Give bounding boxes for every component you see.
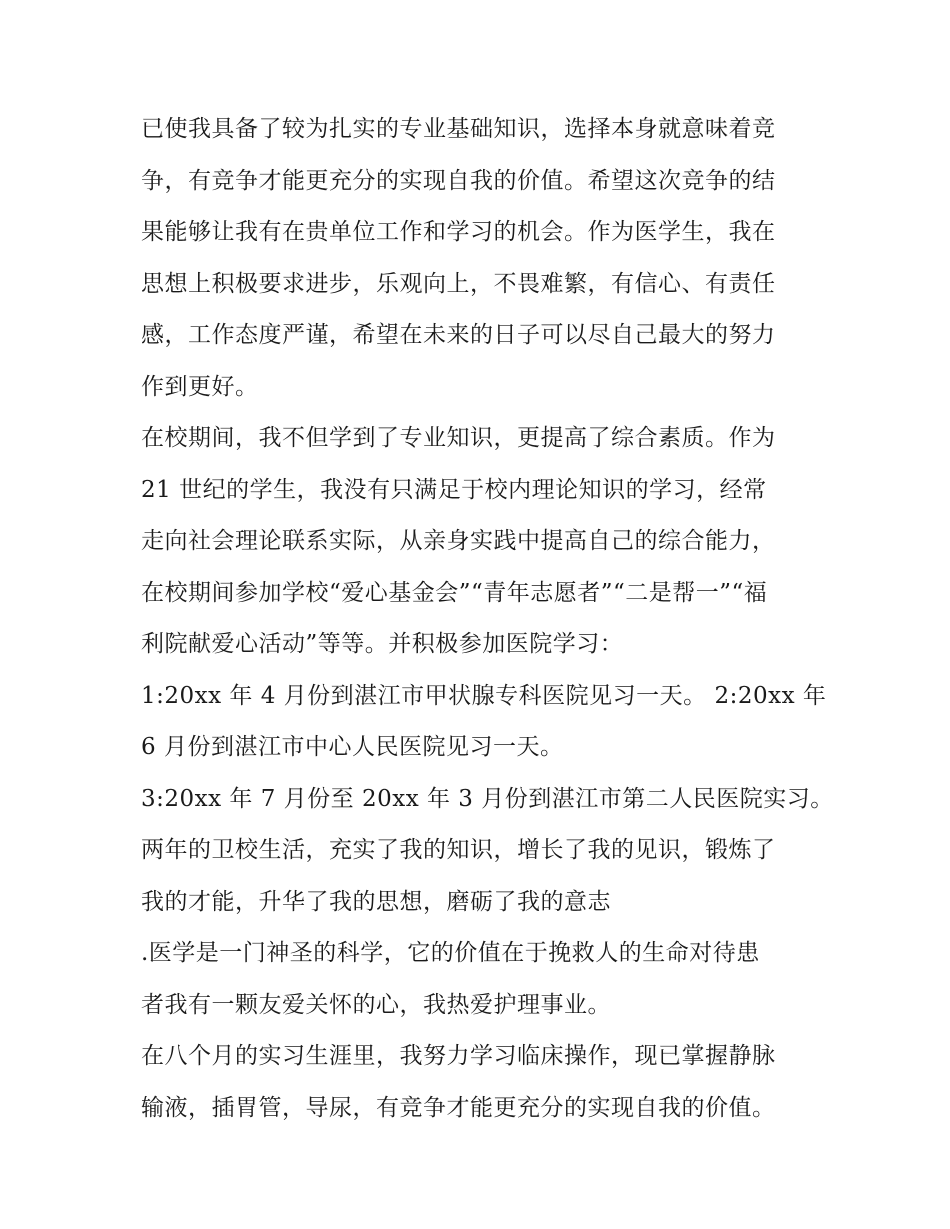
text-line: 输液，插胃管，导尿，有竞争才能更充分的实现自我的价值。 [141,1094,776,1121]
text-line: .医学是一门神圣的科学，它的价值在于挽救人的生命对待患 [141,940,760,966]
text-line: 在校期间参加学校“爱心基金会”“青年志愿者”“二是帮一”“福 [141,579,768,606]
text-line: 利院献爱心活动”等等。并积极参加医院学习： [141,631,624,657]
text-line: 在八个月的实习生涯里，我努力学习临床操作，现已掌握静脉 [141,1043,776,1069]
text-line: 在校期间，我不但学到了专业知识，更提高了综合素质。作为 [141,425,776,451]
text-line: 已使我具备了较为扎实的专业基础知识，选择本身就意味着竞 [141,116,776,142]
text-line: 思想上积极要求进步，乐观向上，不畏难繁，有信心、有责任 [141,270,776,297]
text-line: 我的才能，升华了我的思想，磨砺了我的意志 [141,888,611,915]
text-line: 两年的卫校生活，充实了我的知识，增长了我的见识，锻炼了 [141,837,776,863]
text-line: 21 世纪的学生，我没有只满足于校内理论知识的学习，经常 [141,476,767,503]
text-line: 者我有一颗友爱关怀的心，我热爱护理事业。 [141,991,611,1018]
text-line: 作到更好。 [141,373,259,400]
text-line: 6 月份到湛江市中心人民医院见习一天。 [141,734,564,760]
text-line: 走向社会理论联系实际，从亲身实践中提高自己的综合能力， [141,528,776,554]
text-line: 争，有竞争才能更充分的实现自我的价值。希望这次竞争的结 [141,167,776,194]
document-body [141,104,834,1134]
text-line: 果能够让我有在贵单位工作和学习的机会。作为医学生，我在 [141,219,776,245]
text-line: 3:20xx 年 7 月份至 20xx 年 3 月份到湛江市第二人民医院实习。 [141,785,834,812]
text-line: 1:20xx 年 4 月份到湛江市甲状腺专科医院见习一天。 2:20xx 年 [141,682,827,709]
text-line: 感，工作态度严谨，希望在未来的日子可以尽自己最大的努力 [141,322,776,348]
